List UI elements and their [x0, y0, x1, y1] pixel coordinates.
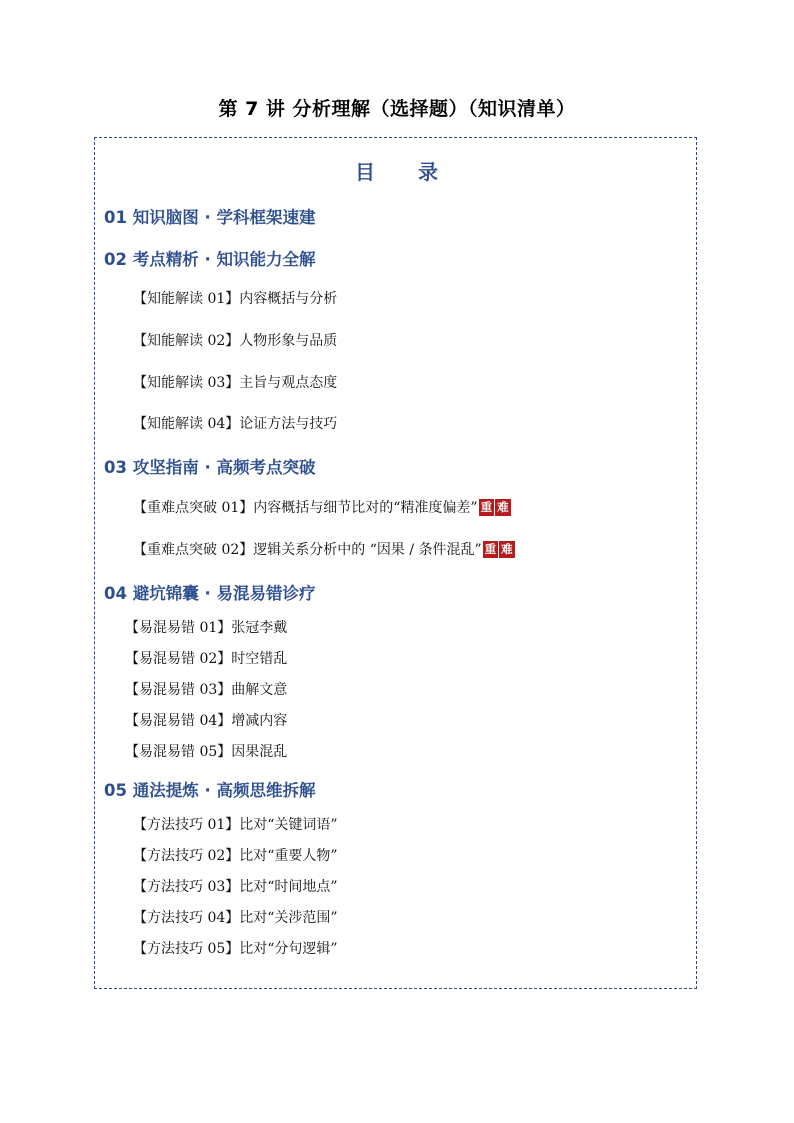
- toc-item[interactable]: 【方法技巧 05】比对“分句逻辑”: [133, 941, 338, 957]
- toc-section-01[interactable]: 01 知识脑图 · 学科框架速建: [104, 208, 316, 227]
- toc-item[interactable]: 【重难点突破 01】内容概括与细节比对的“精准度偏差” 重 难: [133, 499, 509, 516]
- toc-item[interactable]: 【易混易错 03】曲解文意: [125, 682, 288, 698]
- toc-section-04[interactable]: 04 避坑锦囊 · 易混易错诊疗: [104, 584, 316, 603]
- toc-item[interactable]: 【易混易错 05】因果混乱: [125, 744, 288, 760]
- key-point-badge: 重: [484, 541, 497, 556]
- toc-item[interactable]: 【易混易错 01】张冠李戴: [125, 620, 288, 636]
- table-of-contents: [94, 137, 697, 989]
- toc-item[interactable]: 【方法技巧 01】比对“关键词语”: [133, 817, 338, 833]
- toc-item[interactable]: 【方法技巧 02】比对“重要人物”: [133, 848, 338, 864]
- toc-item[interactable]: 【知能解读 04】论证方法与技巧: [133, 416, 338, 432]
- toc-section-05[interactable]: 05 通法提炼 · 高频思维拆解: [104, 781, 316, 800]
- toc-item[interactable]: 【知能解读 03】主旨与观点态度: [133, 375, 338, 391]
- toc-item[interactable]: 【知能解读 01】内容概括与分析: [133, 291, 338, 307]
- toc-section-03[interactable]: 03 攻坚指南 · 高频考点突破: [104, 458, 316, 477]
- toc-item[interactable]: 【知能解读 02】人物形象与品质: [133, 333, 338, 349]
- key-point-badge: 重: [480, 499, 493, 514]
- difficult-point-badge: 难: [497, 499, 509, 514]
- toc-item[interactable]: 【方法技巧 04】比对“关涉范围”: [133, 910, 338, 926]
- toc-item[interactable]: 【易混易错 02】时空错乱: [125, 651, 288, 667]
- toc-section-02[interactable]: 02 考点精析 · 知识能力全解: [104, 250, 316, 269]
- toc-item[interactable]: 【方法技巧 03】比对“时间地点”: [133, 879, 338, 895]
- toc-heading: 目 录: [355, 160, 456, 184]
- page-title: 第 7 讲 分析理解（选择题）（知识清单）: [218, 98, 576, 120]
- difficult-point-badge: 难: [501, 541, 513, 556]
- toc-item[interactable]: 【易混易错 04】增减内容: [125, 713, 288, 729]
- toc-item[interactable]: 【重难点突破 02】逻辑关系分析中的 “因果 / 条件混乱” 重 难: [133, 541, 513, 558]
